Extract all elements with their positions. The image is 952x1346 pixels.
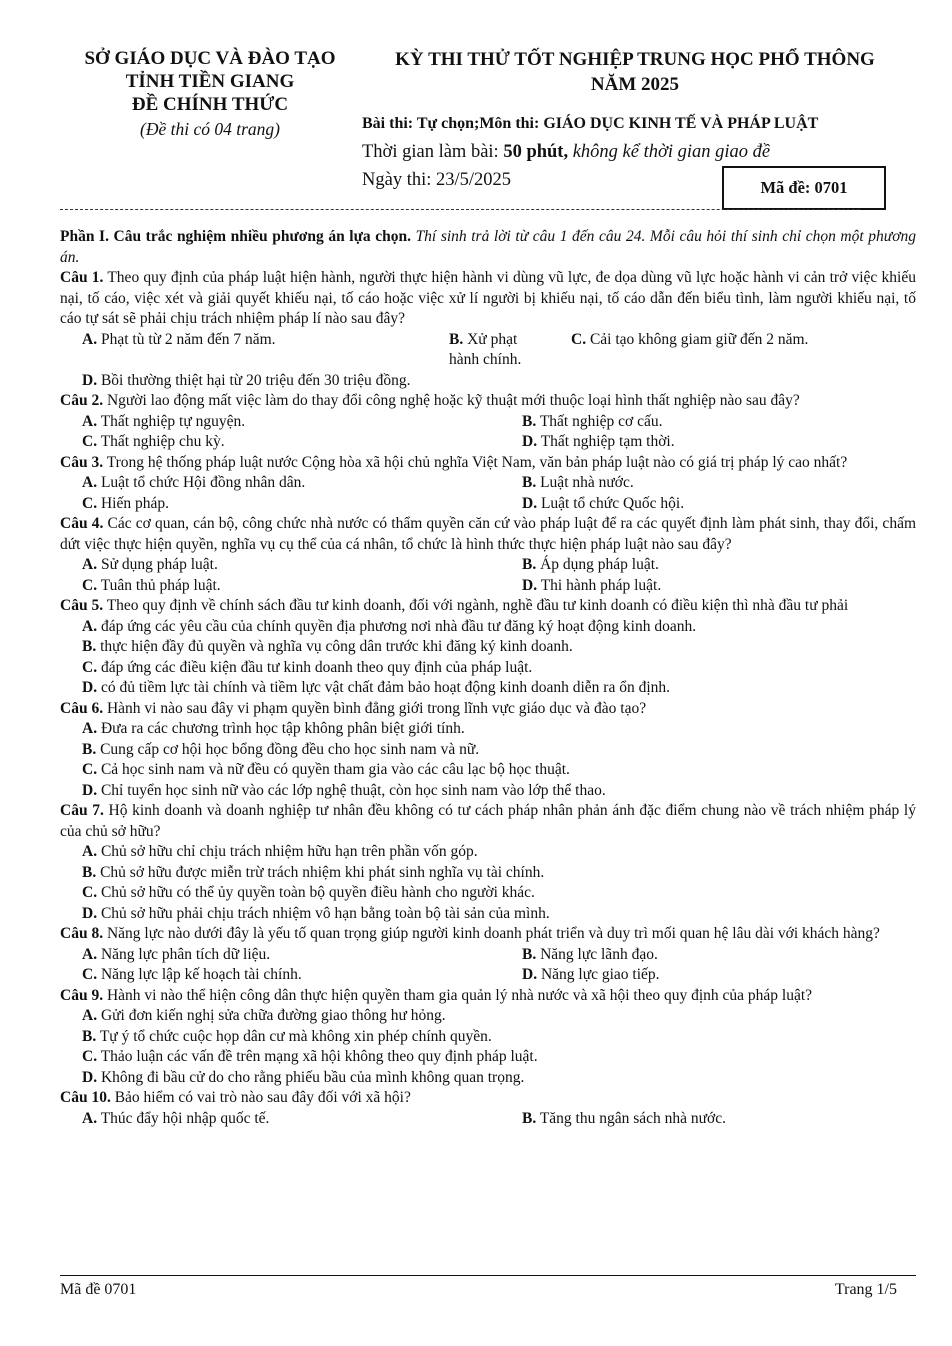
answer-option [500,412,916,433]
option-label: D. [82,679,98,696]
answer-option [500,432,916,453]
option-label: C. [82,658,98,676]
answer-options [60,842,916,924]
answer-option [60,473,500,494]
option-label: A. [82,945,98,963]
question-text: Năng lực nào dưới đây là yếu tố quan trọng giúp người kinh doanh phát triển và duy trì mối quan hệ lâu dài với khách hàng? [106,925,880,942]
answer-option [60,1047,916,1068]
option-text: Năng lực giao tiếp. [540,966,660,983]
option-text: Chỉ tuyển học sinh nữ vào các lớp nghệ thuật, còn học sinh nam vào lớp thể thao. [100,781,606,799]
question-4 [60,514,916,596]
option-text: Thi hành pháp luật. [540,576,662,594]
question-9 [60,986,916,1089]
option-text: Thất nghiệp chu kỳ. [100,433,225,450]
option-label: D. [82,1068,98,1086]
option-text: Thất nghiệp tạm thời. [540,433,675,450]
answer-option [60,412,500,433]
question-stem [60,1088,916,1109]
question-5 [60,596,916,699]
answer-options [60,412,916,453]
question-text: Hành vi nào sau đây vi phạm quyền bình đẳng giới trong lĩnh vực giáo dục và đào tạo? [106,699,647,717]
question-label: Câu 6. [60,699,104,717]
option-label: C. [82,761,98,778]
option-text: có đủ tiềm lực tài chính và tiềm lực vật chất đảm bảo hoạt động kinh doanh diễn ra ổn định. [100,679,671,696]
answer-option [60,432,500,453]
answer-options [60,719,916,801]
answer-option [500,576,916,597]
option-text: Cả học sinh nam và nữ đều có quyền tham gia vào các câu lạc bộ học thuật. [100,761,570,778]
question-stem [60,514,916,555]
question-8 [60,924,916,986]
option-label: C. [82,494,98,512]
answer-option [427,330,549,371]
answer-option [500,1109,916,1130]
answer-option [60,863,916,884]
question-2 [60,391,916,453]
question-text: Theo quy định của pháp luật hiện hành, người thực hiện hành vi dùng vũ lực, đe dọa dùng vũ lực hoặc hành vi cản trở việc khiếu nại, tố cáo, việc xét và giải quyết khiếu nại, tố cáo hoặc việc xử lí người bị khiếu nại, tố cáo dẫn đến biểu tình, làm người khiếu nại, tố cáo tự sát sẽ phải chịu trách nhiệm pháp lí nào sau đây? [60,269,916,327]
question-text: Hộ kinh doanh và doanh nghiệp tư nhân đều không có tư cách pháp nhân phản ánh đặc điểm chung nào về trách nhiệm pháp lý của chủ sở hữu? [60,802,916,840]
option-label: D. [522,576,538,594]
option-text: Năng lực lập kế hoạch tài chính. [100,966,302,983]
question-label: Câu 4. [60,515,104,532]
time-value: 50 phút, [503,142,569,162]
official-label: ĐỀ CHÍNH THỨC [131,94,289,115]
answer-option [60,371,916,392]
option-text: Chủ sở hữu chỉ chịu trách nhiệm hữu hạn trên phần vốn góp. [100,843,478,860]
option-label: B. [522,556,537,573]
question-6 [60,699,916,802]
option-label: A. [82,1109,98,1127]
answer-option [60,904,916,925]
option-text: Hiến pháp. [100,494,169,512]
option-label: D. [82,781,98,799]
question-stem [60,801,916,842]
answer-options [60,1109,916,1130]
exam-date: Ngày thi: 23/5/2025 [362,170,512,190]
option-text: Năng lực lãnh đạo. [540,945,658,963]
answer-options [60,945,916,986]
option-text: Sử dụng pháp luật. [100,556,218,573]
question-1 [60,268,916,391]
question-label: Câu 3. [60,453,104,471]
question-label: Câu 10. [60,1089,111,1106]
answer-option [60,576,500,597]
option-text: Thảo luận các vấn đề trên mạng xã hội không theo quy định pháp luật. [100,1048,538,1065]
question-label: Câu 7. [60,802,104,819]
option-label: A. [82,1007,98,1024]
answer-option [60,1068,916,1089]
answer-options [60,473,916,514]
answer-option [60,678,916,699]
answer-option [60,719,916,740]
option-label: A. [82,330,98,348]
answer-option [60,740,916,761]
option-text: Phạt tù từ 2 năm đến 7 năm. [100,330,276,348]
page-count-note: (Đề thi có 04 trang) [140,119,280,139]
answer-option [60,760,916,781]
exam-title: KỲ THI THỬ TỐT NGHIỆP TRUNG HỌC PHỔ THÔNG [395,49,875,70]
answer-options [60,617,916,699]
school-header [60,47,360,140]
answer-option [500,494,916,515]
option-text: đáp ứng các điều kiện đầu tư kinh doanh theo quy định của pháp luật. [100,658,533,676]
footer-rule [60,1275,916,1276]
question-text: Hành vi nào thể hiện công dân thực hiện quyền tham gia quản lý nhà nước và xã hội theo quy định của pháp luật? [106,986,813,1004]
option-label: D. [522,433,538,450]
answer-option [60,617,916,638]
question-stem [60,924,916,945]
option-label: A. [82,843,98,860]
option-text: Luật tổ chức Hội đồng nhân dân. [100,474,306,491]
option-label: B. [522,1109,537,1127]
answer-option [500,965,916,986]
province-name: TỈNH TIỀN GIANG [125,71,295,92]
exam-code-box: Mã đề: 0701 [722,166,886,210]
answer-option [60,1027,916,1048]
question-7 [60,801,916,924]
question-stem [60,268,916,330]
answer-option [60,658,916,679]
option-text: Năng lực phân tích dữ liệu. [100,945,271,963]
question-stem [60,391,916,412]
option-text: Thất nghiệp cơ cấu. [539,412,663,430]
answer-option [60,781,916,802]
option-text: Chủ sở hữu có thể ủy quyền toàn bộ quyền điều hành cho người khác. [100,884,535,901]
option-label: C. [571,330,587,348]
option-label: D. [522,494,538,512]
option-text: Tự ý tổ chức cuộc họp dân cư mà không xin phép chính quyền. [99,1027,492,1045]
answer-option [549,330,916,371]
answer-option [60,330,427,371]
option-label: B. [82,1027,97,1045]
option-label: C. [82,433,98,450]
option-text: Tuân thủ pháp luật. [100,576,221,594]
answer-option [60,883,916,904]
time-note: không kể thời gian giao đề [572,142,771,162]
option-label: B. [522,945,537,963]
option-text: Luật nhà nước. [540,474,634,491]
option-text: Cung cấp cơ hội học bổng đồng đều cho học sinh nam và nữ. [100,740,480,758]
option-text: Chủ sở hữu được miễn trừ trách nhiệm khi phát sinh nghĩa vụ tài chính. [100,863,545,881]
exam-time [362,140,908,164]
option-text: Thất nghiệp tự nguyện. [100,412,246,430]
question-stem [60,596,916,617]
answer-options [60,330,916,392]
option-label: C. [82,966,98,983]
option-label: B. [82,740,97,758]
option-label: A. [82,474,98,491]
option-label: C. [82,884,98,901]
divider [60,209,860,210]
option-label: A. [82,617,98,635]
option-text: thực hiện đầy đủ quyền và nghĩa vụ công dân trước khi đăng ký kinh doanh. [100,638,573,655]
option-label: C. [82,576,98,594]
answer-option [60,637,916,658]
answer-options [60,555,916,596]
question-stem [60,986,916,1007]
question-label: Câu 8. [60,925,104,942]
question-label: Câu 9. [60,986,104,1004]
question-text: Bảo hiểm có vai trò nào sau đây đối với xã hội? [114,1089,411,1106]
option-label: A. [82,412,98,430]
option-label: B. [82,863,97,881]
question-label: Câu 2. [60,392,104,409]
answer-option [60,1109,500,1130]
answer-option [60,494,500,515]
option-text: Cải tạo không giam giữ đến 2 năm. [589,330,809,348]
option-label: B. [522,412,537,430]
answer-options [60,1006,916,1088]
option-label: A. [82,720,98,737]
option-text: Bồi thường thiệt hại từ 20 triệu đến 30 triệu đồng. [100,371,411,389]
option-label: B. [82,638,97,655]
option-text: Đưa ra các chương trình học tập không phân biệt giới tính. [100,720,465,737]
answer-option [500,555,916,576]
part-note: Thí sinh trả lời từ câu 1 đến câu 24. Mỗi câu hỏi thí sinh chỉ chọn một phương án. [60,228,916,266]
option-label: D. [522,966,538,983]
answer-option [60,555,500,576]
option-label: A. [82,556,98,573]
question-stem [60,453,916,474]
option-text: Tăng thu ngân sách nhà nước. [539,1109,727,1127]
question-label: Câu 1. [60,269,104,286]
question-text: Trong hệ thống pháp luật nước Cộng hòa xã hội chủ nghĩa Việt Nam, văn bản pháp luật nào có giá trị pháp lý cao nhất? [106,453,848,471]
answer-option [60,1006,916,1027]
question-3 [60,453,916,515]
option-text: Gửi đơn kiến nghị sửa chữa đường giao thông hư hỏng. [100,1007,446,1024]
answer-option [500,473,916,494]
option-text: Luật tổ chức Quốc hội. [540,494,685,512]
answer-option [60,965,500,986]
questions-section [60,227,916,1129]
option-label: D. [82,904,98,922]
question-text: Các cơ quan, cán bộ, công chức nhà nước có thẩm quyền căn cứ vào pháp luật để ra các quyết định làm phát sinh, thay đổi, chấm dứt việc thực hiện quyền, nghĩa vụ cụ thể của cá nhân, tổ chức là hình thức thực hiện pháp luật nào sau đây? [60,515,916,553]
exam-year: NĂM 2025 [590,74,680,95]
exam-subject: Bài thi: Tự chọn;Môn thi: GIÁO DỤC KINH TẾ VÀ PHÁP LUẬT [362,115,819,132]
option-text: Thúc đẩy hội nhập quốc tế. [100,1109,270,1127]
footer-exam-code: Mã đề 0701 [60,1281,137,1298]
dept-name: SỞ GIÁO DỤC VÀ ĐÀO TẠO [84,48,336,69]
option-label: B. [449,330,464,348]
option-text: Xử phạt hành chính. [449,330,522,368]
option-text: đáp ứng các yêu cầu của chính quyền địa phương nơi nhà đầu tư đăng ký hoạt động kinh doanh. [100,617,697,635]
answer-option [60,945,500,966]
option-label: D. [82,371,98,389]
option-text: Áp dụng pháp luật. [540,556,659,573]
question-text: Theo quy định về chính sách đầu tư kinh doanh, đối với ngành, nghề đầu tư kinh doanh có điều kiện thì nhà đầu tư phải [106,597,849,614]
question-stem [60,699,916,720]
question-text: Người lao động mất việc làm do thay đổi công nghệ hoặc kỹ thuật mới thuộc loại hình thất nghiệp nào sau đây? [106,392,800,409]
part-title: Phần I. Câu trắc nghiệm nhiều phương án lựa chọn. [60,228,411,245]
question-10 [60,1088,916,1129]
time-label: Thời gian làm bài: [362,142,499,162]
footer-page-number: Trang 1/5 [834,1281,897,1298]
part-instruction [60,227,916,268]
question-label: Câu 5. [60,597,104,614]
option-text: Chủ sở hữu phải chịu trách nhiệm vô hạn bằng toàn bộ tài sản của mình. [100,904,550,922]
option-text: Không đi bầu cử do cho rằng phiếu bầu của mình không quan trọng. [100,1068,525,1086]
answer-option [500,945,916,966]
answer-option [60,842,916,863]
option-label: B. [522,474,537,491]
option-label: C. [82,1048,98,1065]
